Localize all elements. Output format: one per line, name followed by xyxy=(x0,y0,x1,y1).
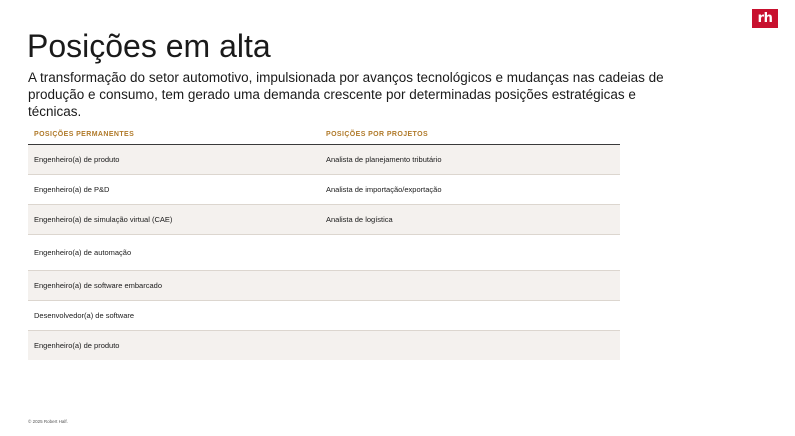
table-cell: Analista de importação/exportação xyxy=(326,185,442,194)
table-row xyxy=(28,205,620,235)
table-cell: Engenheiro(a) de produto xyxy=(34,155,120,164)
copyright-footer: © 2025 Robert Half. xyxy=(28,419,68,424)
table-row xyxy=(28,175,620,205)
table-cell: Engenheiro(a) de P&D xyxy=(34,185,110,194)
table-row xyxy=(28,301,620,331)
header-permanent-positions: POSIÇÕES PERMANENTES xyxy=(34,130,135,138)
page-subtitle: A transformação do setor automotivo, impulsionada por avanços tecnológicos e mudanças nas cadeias de produção e consumo, tem gerado uma demanda crescente por determinadas posições estratégicas e técnicas. xyxy=(28,70,664,119)
table-cell: Analista de planejamento tributário xyxy=(326,155,442,164)
table-row xyxy=(28,271,620,301)
table-row xyxy=(28,331,620,360)
table-cell: Engenheiro(a) de simulação virtual (CAE) xyxy=(34,215,173,224)
table-header xyxy=(28,124,620,145)
table-row xyxy=(28,145,620,175)
table-cell: Engenheiro(a) de produto xyxy=(34,341,120,350)
page-title: Posições em alta xyxy=(27,28,271,64)
table-cell: Engenheiro(a) de automação xyxy=(34,248,132,257)
robert-half-logo: rh xyxy=(752,9,778,28)
header-project-positions: POSIÇÕES POR PROJETOS xyxy=(326,130,429,138)
table-row xyxy=(28,235,620,271)
table-cell: Desenvolvedor(a) de software xyxy=(34,311,135,320)
table-cell: Engenheiro(a) de software embarcado xyxy=(34,281,162,290)
table-cell: Analista de logística xyxy=(326,215,393,224)
positions-table xyxy=(28,124,620,360)
